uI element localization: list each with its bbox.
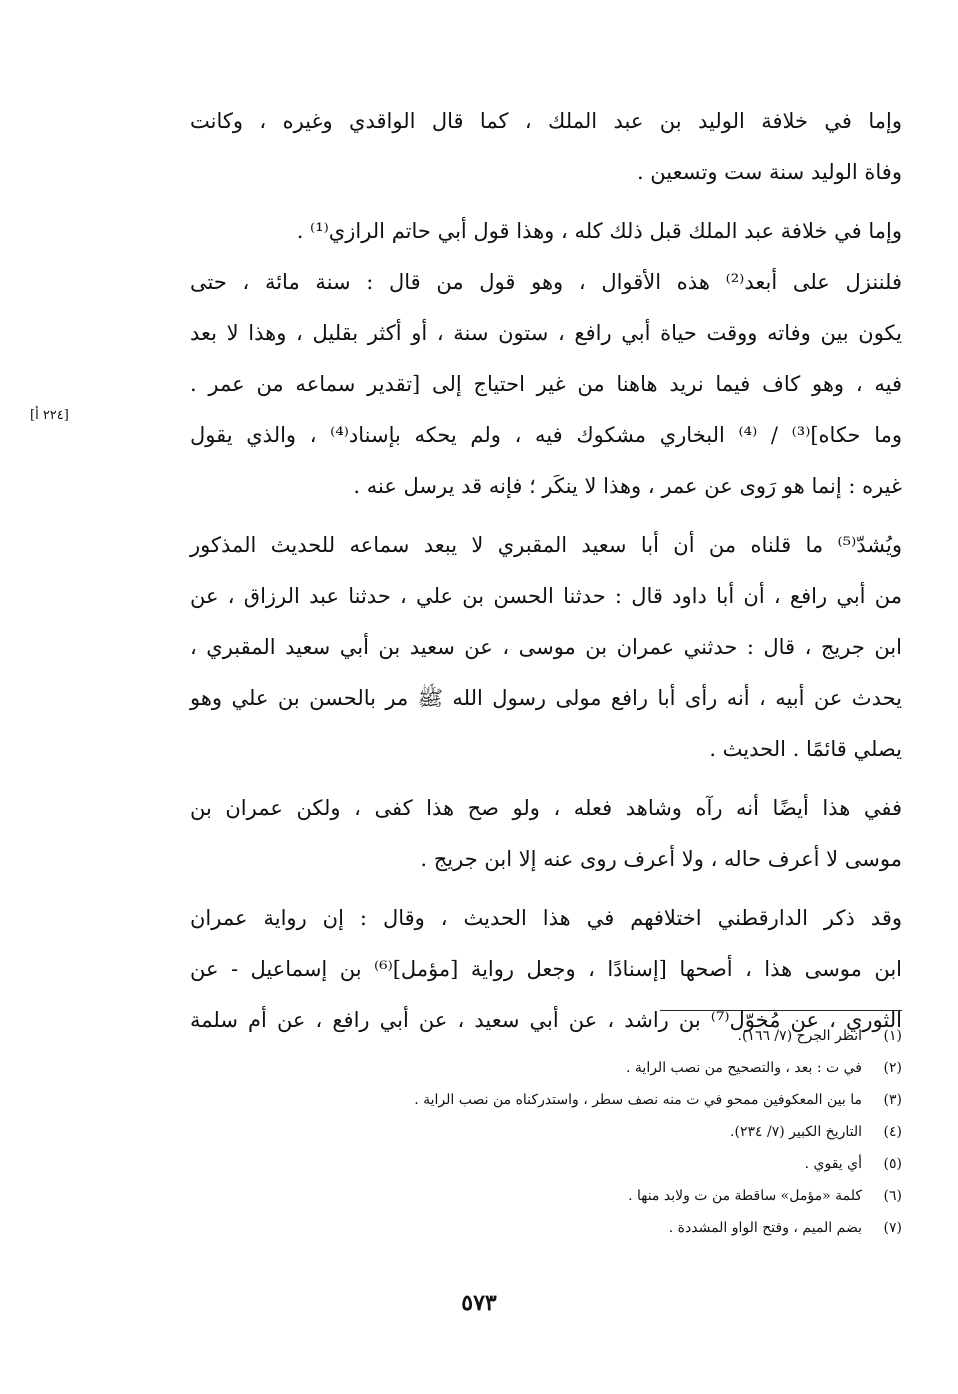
footnote xyxy=(190,1116,902,1148)
text-line: وقد ذكر الدارقطني اختلافهم في هذا الحديث ، وقال : إن رواية عمران xyxy=(190,906,902,930)
text-line: ويُشدّ⁽⁵⁾ ما قلناه من أن أبا سعيد المقبري لا يبعد سماعه للحديث المذكور xyxy=(190,533,902,557)
footnote-number: (٥) xyxy=(883,1156,902,1172)
footnote-text: أي يقوي . xyxy=(804,1156,862,1172)
footnote xyxy=(190,1180,902,1212)
page-number: ٥٧٣ xyxy=(461,1290,497,1316)
footnotes xyxy=(190,1020,902,1244)
footnote-number: (٢) xyxy=(883,1060,902,1076)
main-text xyxy=(190,96,902,1046)
footnote-text: بضم الميم ، وفتح الواو المشددة . xyxy=(668,1220,862,1236)
footnote-text: كلمة «مؤمل» ساقطة من ت ولابد منها . xyxy=(628,1188,862,1204)
text-line: يصلي قائمًا . الحديث . xyxy=(709,737,902,761)
text-line: ابن موسى هذا ، أصحها [إسنادًا ، وجعل رواية [مؤمل]⁽⁶⁾ بن إسماعيل - عن xyxy=(190,957,902,981)
footnote-number: (٧) xyxy=(883,1220,902,1236)
footnote xyxy=(190,1084,902,1116)
footnote-text: في ت : بعد ، والتصحيح من نصب الراية . xyxy=(626,1060,862,1076)
text-line: موسى لا أعرف حاله ، ولا أعرف روى عنه إلا ابن جريج . xyxy=(420,847,902,871)
footnote xyxy=(190,1148,902,1180)
text-line: ابن جريج ، قال : حدثني عمران بن موسى ، عن سعيد بن أبي سعيد المقبري ، xyxy=(190,635,902,659)
text-line: وما حكاه]⁽³⁾ / ⁽⁴⁾ البخاري مشكوك فيه ، ولم يحكه بإسناد⁽⁴⁾ ، والذي يقول xyxy=(190,423,902,447)
text-line: وإما في خلافة الوليد بن عبد الملك ، كما قال الواقدي وغيره ، وكانت xyxy=(190,109,902,133)
text-line: يكون بين وفاته ووقت حياة أبي رافع ، ستون سنة ، أو أكثر بقليل ، وهذا لا بعد xyxy=(190,321,902,345)
manuscript-folio-note: [٢٢٤ أ] xyxy=(30,408,69,423)
text-line: يحدث عن أبيه ، أنه رأى أبا رافع مولى رسول الله ﷺ مر بالحسن بن علي وهو xyxy=(190,686,902,710)
text-line: ففي هذا أيضًا أنه رآه وشاهد فعله ، ولو صح هذا كفى ، ولكن عمران بن xyxy=(190,796,902,820)
footnote-text: ما بين المعكوفين ممحو في ت منه نصف سطر ، واستدركناه من نصب الراية . xyxy=(414,1092,862,1108)
footnote xyxy=(190,1052,902,1084)
text-line: فلننزل على أبعد⁽²⁾ هذه الأقوال ، وهو قول من قال : سنة مائة ، حتى xyxy=(190,270,902,294)
footnote-divider xyxy=(660,1010,902,1011)
text-line: الثوري ، عن مُخوّل⁽⁷⁾ بن راشد ، عن أبي سعيد ، عن أبي رافع ، عن أم سلمة xyxy=(190,1008,902,1032)
footnote-number: (٣) xyxy=(883,1092,902,1108)
footnote xyxy=(190,1212,902,1244)
footnote-text: التاريخ الكبير (٧/ ٢٣٤). xyxy=(730,1124,862,1140)
footnote-text: انظر الجرح (٧/ ١٦٦). xyxy=(737,1028,862,1044)
text-line: وفاة الوليد سنة ست وتسعين . xyxy=(636,160,902,184)
text-line: وإما في خلافة عبد الملك قبل ذلك كله ، وهذا قول أبي حاتم الرازي⁽¹⁾ . xyxy=(296,219,902,243)
footnote-number: (٤) xyxy=(883,1124,902,1140)
text-line: فيه ، وهو كاف فيما نريد هاهنا من غير احتياج إلى [تقدير سماعه من عمر . xyxy=(190,372,902,396)
footnote-number: (٦) xyxy=(883,1188,902,1204)
text-line: من أبي رافع ، أن أبا داود قال : حدثنا الحسن بن علي ، حدثنا عبد الرزاق ، عن xyxy=(190,584,902,608)
footnote-number: (١) xyxy=(883,1028,902,1044)
footnote xyxy=(190,1020,902,1052)
text-line: غيره : إنما هو رَوى عن عمر ، وهذا لا ينكَر ؛ فإنه قد يرسل عنه . xyxy=(353,474,902,498)
